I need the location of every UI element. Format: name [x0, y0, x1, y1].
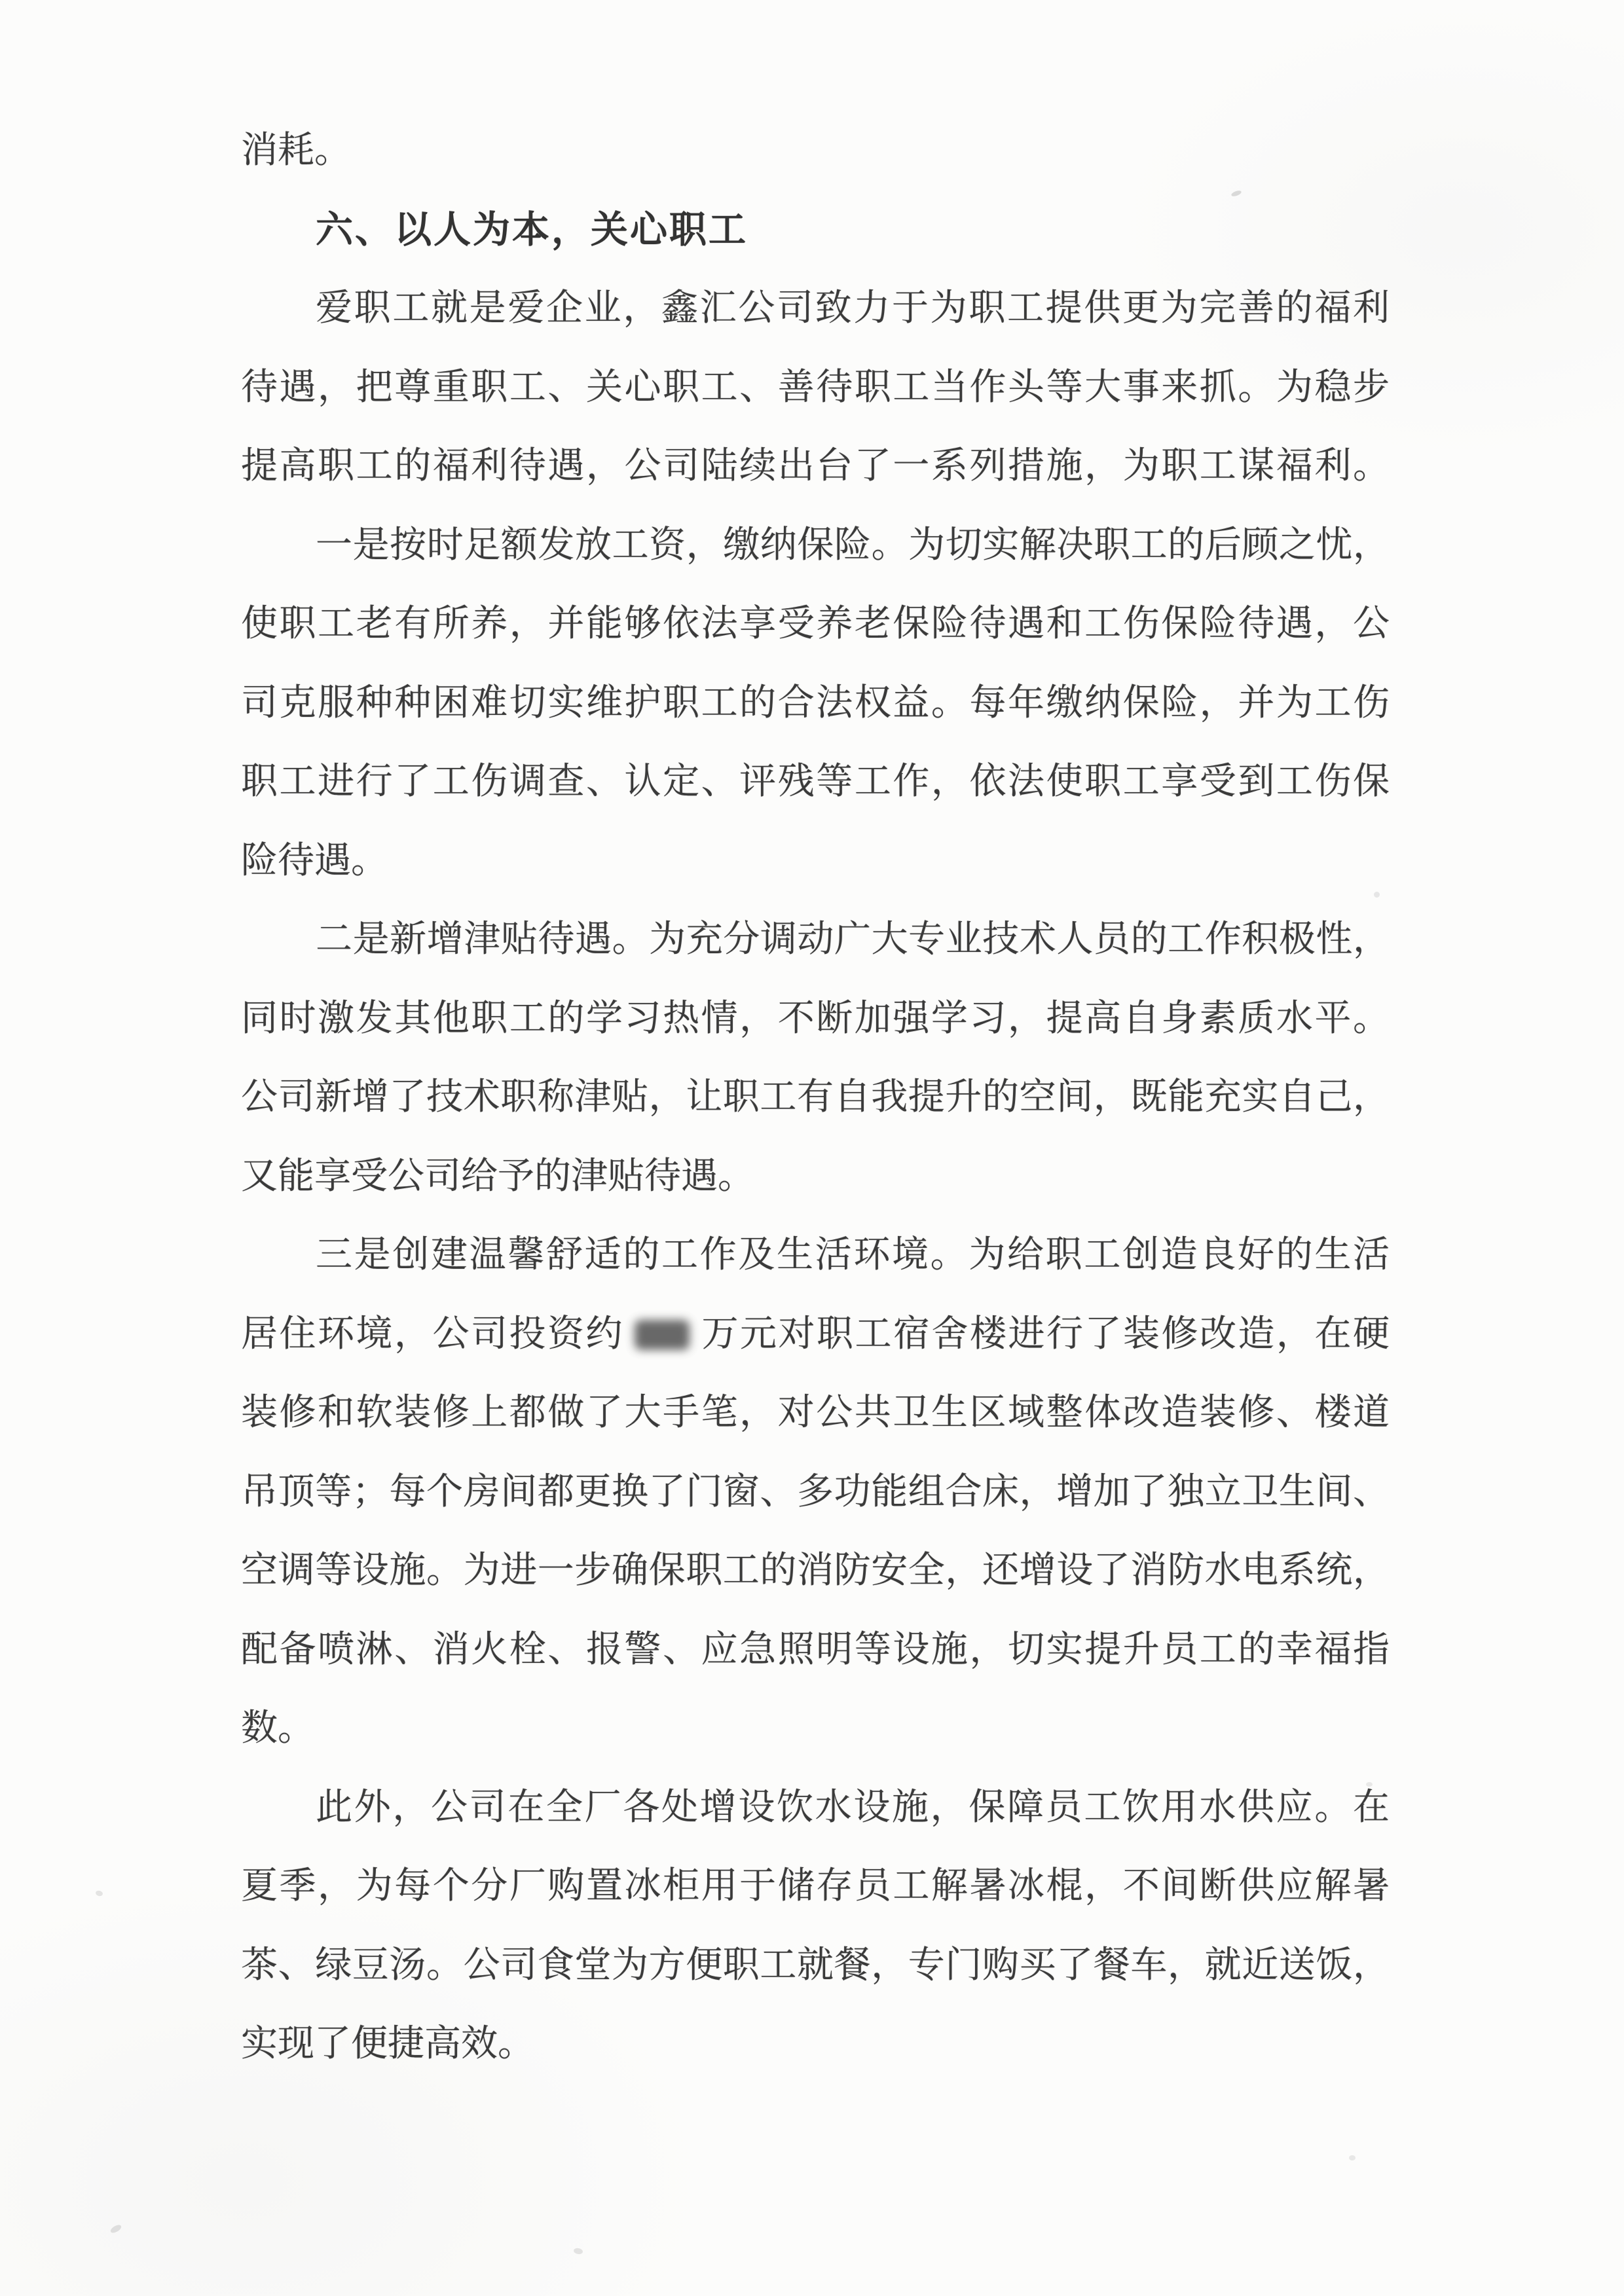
document-text	[241, 111, 1390, 2084]
section-heading: 六、以人为本，关心职工	[316, 208, 748, 251]
text-line: 装修和软装修上都做了大手笔，对公共卫生区域整体改造装修、楼道	[241, 1393, 1390, 1433]
text-line: 提高职工的福利待遇，公司陆续出台了一系列措施，为职工谋福利。	[241, 446, 1390, 486]
text-line: 夏季，为每个分厂购置冰柜用于储存员工解暑冰棍，不间断供应解暑	[241, 1866, 1390, 1906]
text-line: 司克服种种困难切实维护职工的合法权益。每年缴纳保险，并为工伤	[241, 682, 1390, 723]
text-line: 此外，公司在全厂各处增设饮水设施，保障员工饮用水供应。在	[316, 1787, 1390, 1828]
text-line: 二是新增津贴待遇。为充分调动广大专业技术人员的工作积极性，	[316, 919, 1390, 960]
text-line: 待遇，把尊重职工、关心职工、善待职工当作头等大事来抓。为稳步	[241, 367, 1390, 408]
text-line: 三是创建温馨舒适的工作及生活环境。为给职工创造良好的生活	[316, 1235, 1390, 1275]
text-line: 吊顶等；每个房间都更换了门窗、多功能组合床，增加了独立卫生间、	[241, 1471, 1390, 1512]
text-line: 公司新增了技术职称津贴，让职工有自我提升的空间，既能充实自己，	[241, 1077, 1390, 1118]
scan-speck	[95, 1890, 103, 1897]
text-line: 消耗。	[241, 130, 351, 171]
text-line: 配备喷淋、消火栓、报警、应急照明等设施，切实提升员工的幸福指	[241, 1629, 1390, 1670]
redacted-line-after: 万元对职工宿舍楼进行了装修改造，在硬	[700, 1313, 1390, 1355]
scan-speck	[1374, 892, 1380, 898]
scan-speck	[1349, 2155, 1356, 2160]
text-line: 职工进行了工伤调查、认定、评残等工作，依法使职工享受到工伤保	[241, 761, 1390, 802]
redacted-line-before: 居住环境，公司投资约	[241, 1313, 624, 1355]
redacted-amount-blur	[635, 1320, 690, 1350]
text-line: 使职工老有所养，并能够依法享受养老保险待遇和工伤保险待遇，公	[241, 604, 1390, 644]
text-line-with-redaction	[241, 1295, 1390, 1374]
text-line: 数。	[241, 1708, 314, 1749]
text-line: 一是按时足额发放工资，缴纳保险。为切实解决职工的后顾之忧，	[316, 524, 1390, 566]
text-line: 茶、绿豆汤。公司食堂为方便职工就餐，专门购买了餐车，就近送饭，	[241, 1944, 1390, 1986]
scan-speck	[573, 2248, 583, 2255]
text-line: 实现了便捷高效。	[241, 2024, 534, 2064]
text-line: 又能享受公司给予的津贴待遇。	[241, 1156, 754, 1197]
text-line: 同时激发其他职工的学习热情，不断加强学习，提高自身素质水平。	[241, 998, 1390, 1039]
text-line: 险待遇。	[241, 840, 388, 881]
text-line: 空调等设施。为进一步确保职工的消防安全，还增设了消防水电系统，	[241, 1550, 1390, 1591]
text-line: 爱职工就是爱企业，鑫汇公司致力于为职工提供更为完善的福利	[316, 288, 1390, 329]
scan-speck	[109, 2223, 122, 2234]
scan-speck	[1366, 1782, 1373, 1787]
